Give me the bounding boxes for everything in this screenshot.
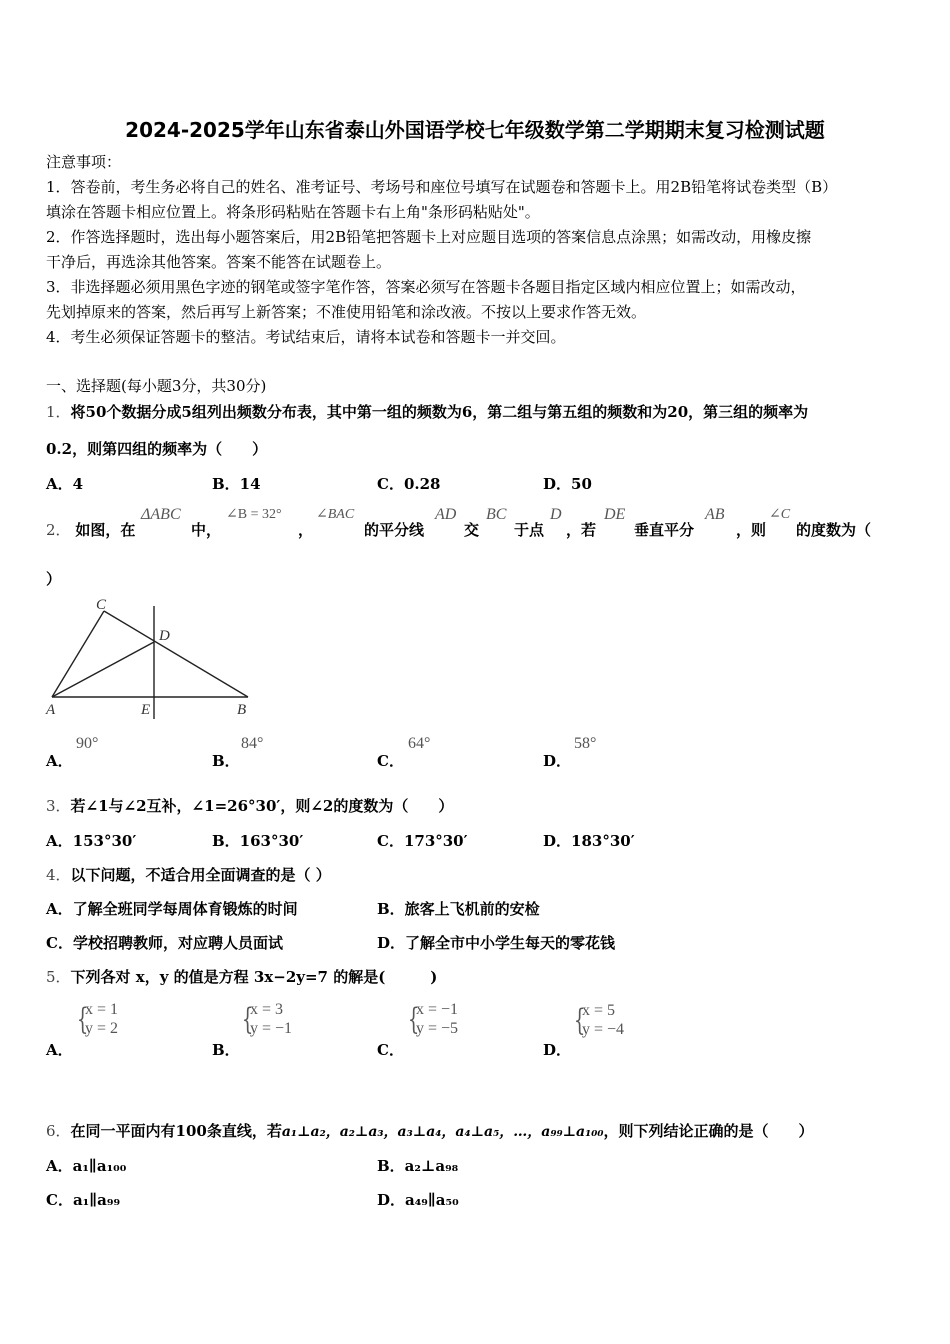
question-number: 1． [46, 403, 71, 421]
side-ac [52, 611, 104, 697]
option-c: C．学校招聘教师，对应聘人员面试 [46, 934, 283, 952]
note-line: 3．非选择题必须用黑色字迹的钢笔或签字笔作答，答案必须写在答题卡各题目指定区域内相应位置上；如需改动， [46, 278, 806, 296]
note-line: 填涂在答题卡相应位置上。将条形码粘贴在答题卡右上角"条形码粘贴处"。 [46, 203, 540, 221]
question-text: 0.2，则第四组的频率为（ ） [46, 440, 268, 458]
label-b: B [237, 702, 247, 718]
question-text: 下列各对 x，y 的值是方程 3x−2y=7 的解是( ) [70, 968, 438, 986]
question-text: 中， [191, 521, 222, 539]
label-d: D [159, 628, 170, 644]
question-number: 5． [46, 968, 71, 986]
section-heading: 一、选择题(每小题3分，共30分) [46, 377, 267, 395]
math-angle-b: ∠B = 32° [226, 507, 282, 522]
math-angle-c: ∠C [769, 507, 791, 522]
perpendicular-chain: a₁⊥a₂，a₂⊥a₃，a₃⊥a₄，a₄⊥a₅，…，a₉₉⊥a₁₀₀ [281, 1124, 604, 1140]
system-c [404, 1000, 484, 1040]
triangle-figure [40, 592, 270, 727]
option-a: A． [46, 752, 73, 770]
page-title: 2024-2025学年山东省泰山外国语学校七年级数学第二学期期末复习检测试题 [125, 118, 825, 142]
option-d-value: 58° [574, 735, 597, 752]
question-5 [46, 966, 437, 987]
question-number: 6． [46, 1122, 71, 1140]
option-b: B．a₂⊥a₉₈ [377, 1157, 459, 1175]
option-c-value: 64° [408, 735, 431, 752]
system-d [570, 1001, 650, 1041]
eq: x = 3 [250, 1001, 284, 1018]
question-6 [46, 1120, 814, 1141]
question-text: ，若 [566, 521, 597, 539]
eq: x = 5 [582, 1002, 616, 1019]
question-text: 垂直平分 [634, 521, 695, 539]
question-text: 在同一平面内有100条直线，若 [70, 1122, 282, 1140]
math-ab: AB [705, 506, 725, 523]
option-b: B． [212, 752, 240, 770]
question-text: 如图，在 [75, 521, 136, 539]
option-b: B．14 [212, 475, 261, 493]
note-line: 干净后，再选涂其他答案。答案不能答在试题卷上。 [46, 253, 392, 271]
option-c: C．0.28 [377, 475, 441, 493]
option-a: A．153°30′ [46, 832, 137, 850]
side-cb [104, 611, 248, 697]
notes-heading: 注意事项： [46, 153, 122, 171]
option-a: A．了解全班同学每周体育锻炼的时间 [46, 900, 298, 918]
label-e: E [141, 702, 151, 718]
system-a [73, 1000, 143, 1040]
option-d: D．了解全市中小学生每天的零花钱 [377, 934, 616, 952]
note-line: 4．考生必须保证答题卡的整洁。考试结束后，请将本试卷和答题卡一并交回。 [46, 328, 566, 346]
option-d: D．183°30′ [543, 832, 635, 850]
brace-icon: { [407, 1002, 420, 1037]
option-a: A．4 [46, 475, 84, 493]
question-text: ，则 [736, 521, 767, 539]
option-a: A．a₁∥a₁₀₀ [46, 1157, 127, 1175]
question-number: 3． [46, 797, 71, 815]
question-text: ） [46, 570, 62, 588]
option-b: B． [212, 1041, 240, 1059]
bisector-ad [52, 642, 154, 697]
eq: y = −1 [250, 1020, 293, 1037]
math-triangle: ΔABC [141, 506, 181, 523]
question-text: 将50个数据分成5组列出频数分布表，其中第一组的频数为6，第二组与第五组的频数和为20，第三组的频率为 [70, 403, 809, 421]
eq: y = −4 [582, 1021, 625, 1038]
option-c: C． [377, 1041, 404, 1059]
question-text: 交 [464, 521, 480, 539]
question-1 [46, 401, 808, 422]
eq: y = −5 [416, 1020, 459, 1037]
system-b [238, 1000, 318, 1040]
option-c: C．a₁∥a₉₉ [46, 1191, 121, 1209]
label-a: A [46, 702, 56, 718]
brace-icon: { [241, 1002, 254, 1037]
eq: y = 2 [85, 1020, 119, 1037]
question-number: 4． [46, 866, 71, 884]
option-a: A． [46, 1041, 73, 1059]
label-c: C [96, 597, 107, 613]
option-d: D．50 [543, 475, 592, 493]
question-2 [46, 519, 135, 540]
question-text: 若∠1与∠2互补，∠1=26°30′，则∠2的度数为（ ） [70, 797, 454, 815]
option-d: D．a₄₉∥a₅₀ [377, 1191, 459, 1209]
option-c: C．173°30′ [377, 832, 468, 850]
option-d: D． [543, 752, 572, 770]
note-line: 1．答卷前，考生务必将自己的姓名、准考证号、考场号和座位号填写在试题卷和答题卡上。用2B铅笔将试卷类型（B） [46, 178, 838, 196]
option-b-value: 84° [241, 735, 264, 752]
question-number: 2． [46, 521, 71, 539]
question-text: ，则下列结论正确的是（ ） [603, 1122, 814, 1140]
option-c: C． [377, 752, 404, 770]
math-angle-bac: ∠BAC [316, 507, 355, 522]
question-text: ， [298, 521, 314, 539]
math-d: D [550, 506, 562, 523]
option-d: D． [543, 1041, 572, 1059]
option-b: B．旅客上飞机前的安检 [377, 900, 540, 918]
note-line: 2．作答选择题时，选出每小题答案后，用2B铅笔把答题卡上对应题目选项的答案信息点涂黑；如需改动，用橡皮擦 [46, 228, 812, 246]
question-text: 以下问题，不适合用全面调查的是（ ） [70, 866, 331, 884]
question-3 [46, 795, 453, 816]
math-ad: AD [435, 506, 457, 523]
eq: x = −1 [416, 1001, 459, 1018]
question-text: 的平分线 [364, 521, 425, 539]
brace-icon: { [76, 1002, 89, 1037]
question-text: 的度数为（ [796, 521, 872, 539]
brace-icon: { [573, 1003, 586, 1038]
question-text: 于点 [514, 521, 545, 539]
math-bc: BC [486, 506, 507, 523]
note-line: 先划掉原来的答案，然后再写上新答案；不准使用铅笔和涂改液。不按以上要求作答无效。 [46, 303, 647, 321]
option-a-value: 90° [76, 735, 99, 752]
option-b: B．163°30′ [212, 832, 304, 850]
eq: x = 1 [85, 1001, 119, 1018]
math-de: DE [604, 506, 626, 523]
question-4 [46, 864, 331, 885]
